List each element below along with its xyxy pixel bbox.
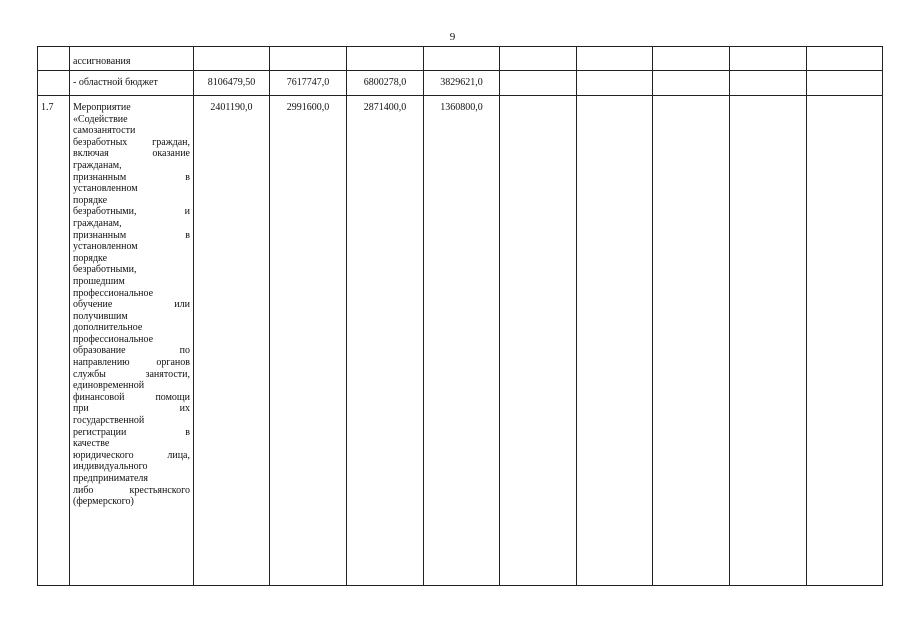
measure-description-line: единовременной [73,380,145,392]
value-cell [653,47,730,71]
measure-description-line: «Содействие [73,113,128,125]
value-cell [424,47,500,71]
measure-description-line: профессиональное [73,333,154,345]
value-cell: 1360800,0 [424,96,500,586]
value-cell [730,96,807,586]
measure-description-line: признанным в [73,171,190,183]
measure-description-line: юридического лица, [73,449,190,461]
measure-description-line: (фермерского) [73,496,134,508]
value-cell [500,47,577,71]
value-cell [577,47,653,71]
value-cell [500,96,577,586]
measure-description-line: обучение или [73,299,190,311]
measure-description-line: при их [73,403,190,415]
measure-description-line: службы занятости, [73,368,190,380]
measure-description-line: профессиональное [73,287,154,299]
value-cell [807,96,883,586]
measure-description-line: предпринимателя [73,473,148,484]
value-cell: 6800278,0 [347,71,424,96]
value-cell [500,71,577,96]
measure-description-line: признанным в [73,229,190,241]
measure-description-line: самозанятости [73,125,136,137]
measure-description-line: качестве [73,438,110,450]
measure-description-line: безработными, [73,264,137,276]
table-row [38,47,883,71]
value-cell [194,47,270,71]
measure-description-line: Мероприятие [73,102,131,113]
row-code-cell [38,47,70,71]
measure-description-line: направлению органов [73,357,190,369]
measure-description-line: государственной [73,415,145,427]
measure-description-line: либо крестьянского [73,484,190,496]
row-code-cell [38,71,70,96]
measure-description-line: получившим [73,310,128,322]
value-cell [577,71,653,96]
value-cell [807,71,883,96]
value-cell [577,96,653,586]
measure-description-line: гражданам, [73,217,122,229]
measure-description-line: регистрации в [73,426,190,438]
row-name-cell: ассигнования [70,47,194,71]
value-cell [653,96,730,586]
measure-description-line: безработных граждан, [73,136,190,148]
value-cell: 2991600,0 [270,96,347,586]
budget-table [37,46,883,586]
value-cell: 2871400,0 [347,96,424,586]
measure-description-line: безработными, и [73,206,190,218]
value-cell [730,71,807,96]
row-name-cell [70,96,194,586]
measure-description-line: установленном [73,183,138,195]
value-cell: 7617747,0 [270,71,347,96]
value-cell [347,47,424,71]
value-cell [807,47,883,71]
row-code-cell: 1.7 [38,96,70,586]
value-cell: 3829621,0 [424,71,500,96]
page-number: 9 [449,31,456,43]
measure-description-line: прошедшим [73,275,125,287]
measure-description-line: образование по [73,345,190,357]
value-cell: 8106479,50 [194,71,270,96]
measure-description-line: порядке [73,252,108,264]
row-name-cell: - областной бюджет [70,71,194,96]
table-row [38,96,883,586]
measure-description-line: порядке [73,194,108,206]
value-cell [730,47,807,71]
measure-description-line: установленном [73,241,138,253]
measure-description-line: финансовой помощи [73,391,190,403]
measure-description-line: гражданам, [73,159,122,171]
value-cell [270,47,347,71]
measure-description-line: дополнительное [73,322,143,334]
value-cell: 2401190,0 [194,96,270,586]
value-cell [653,71,730,96]
table-row [38,71,883,96]
measure-description-line: индивидуального [73,461,148,473]
measure-description-line: включая оказание [73,148,190,160]
